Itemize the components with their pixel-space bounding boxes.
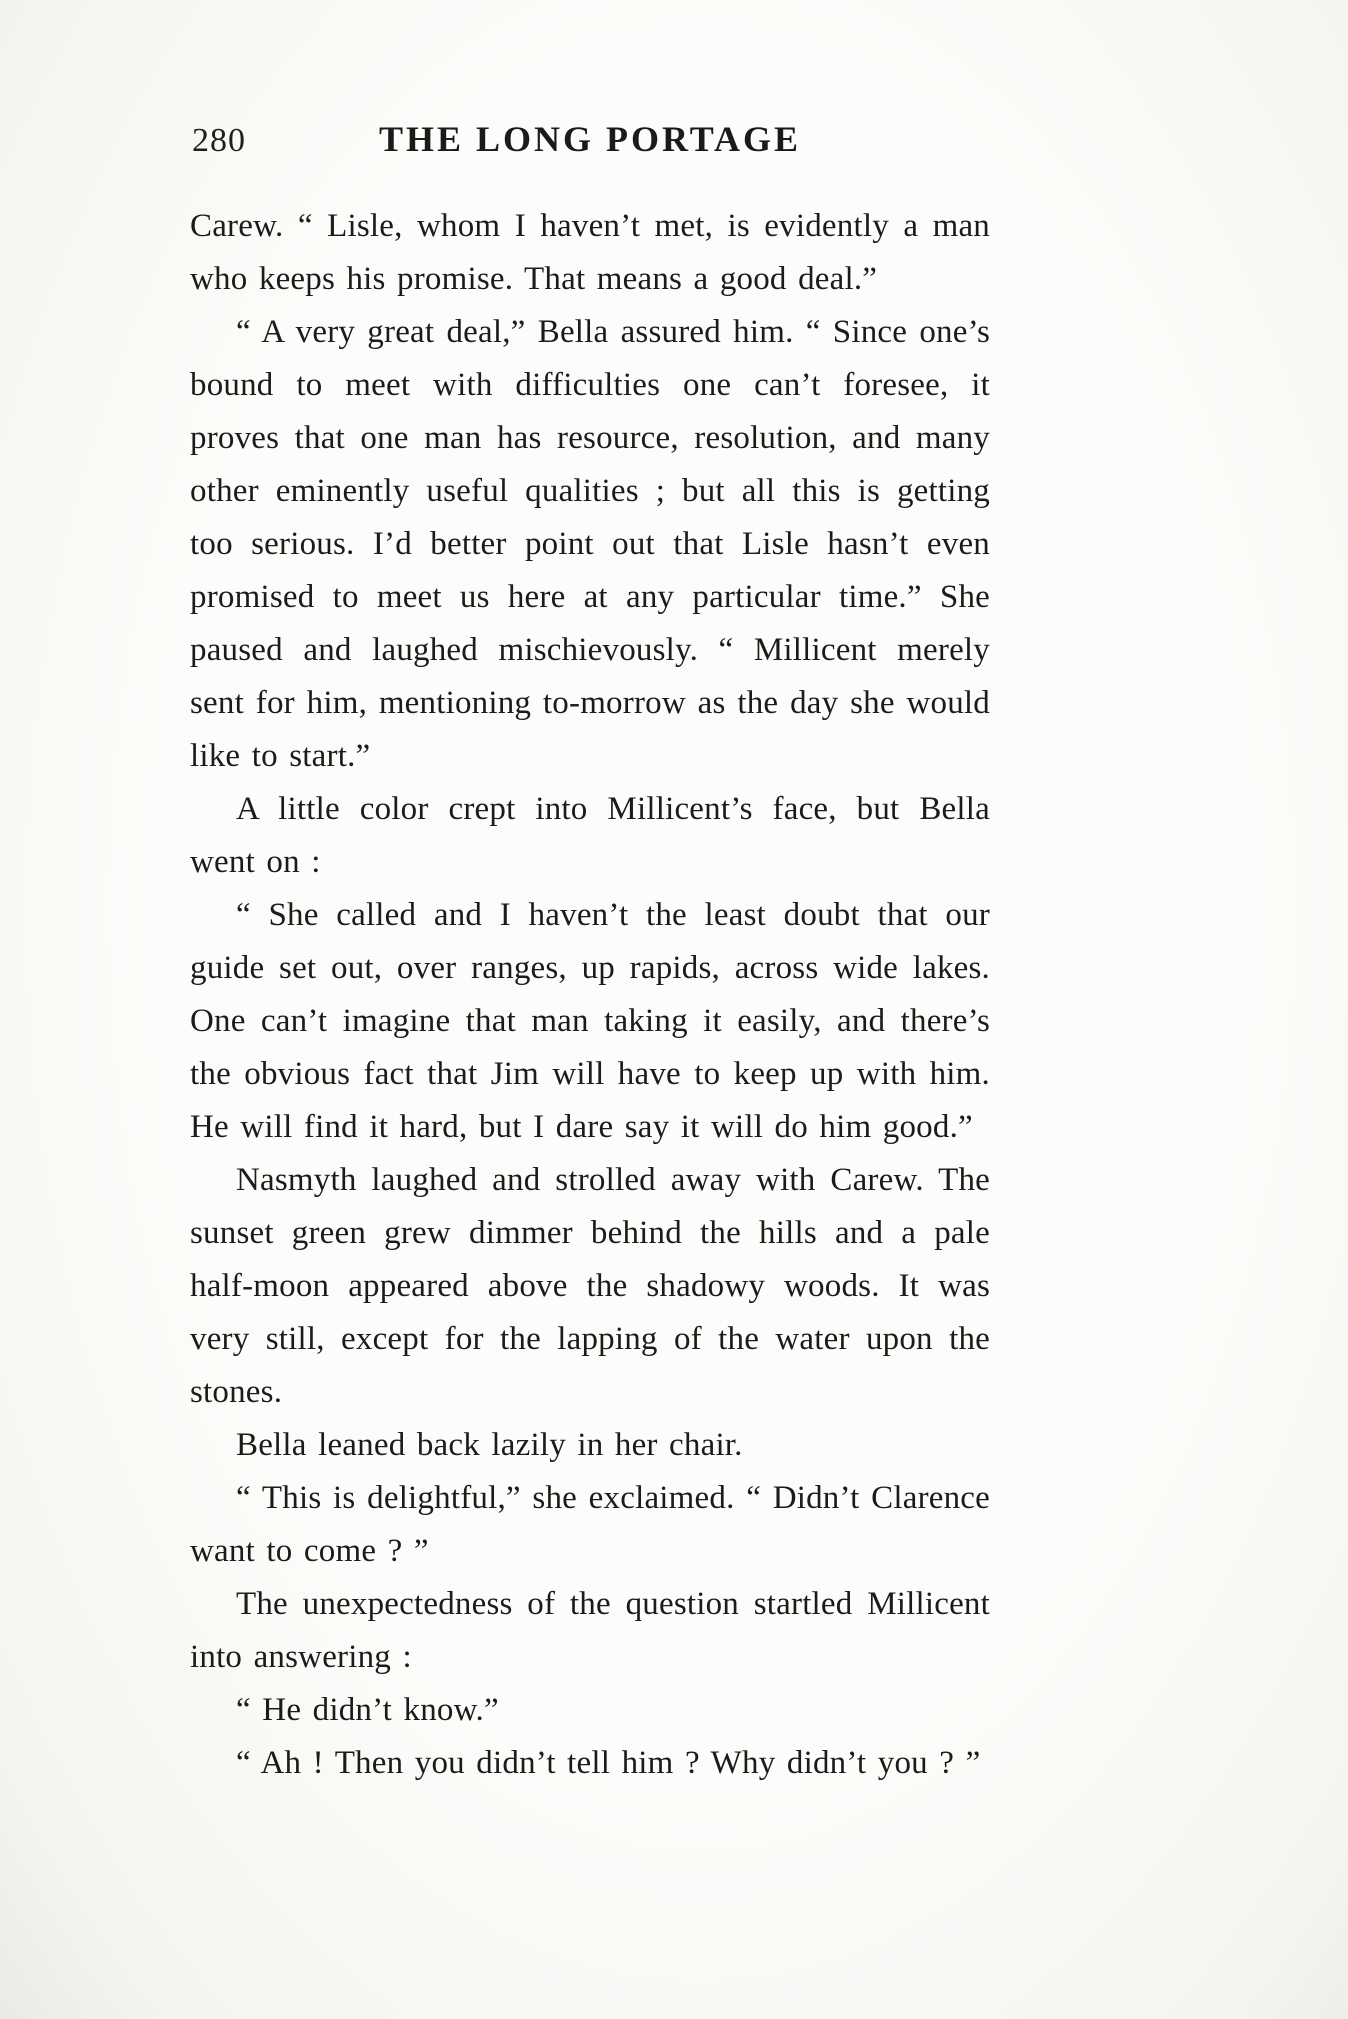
running-title: THE LONG PORTAGE <box>378 119 802 159</box>
paragraph: “ This is delightful,” she exclaimed. “ Didn’t Clarence want to come ? ” <box>190 1480 990 1569</box>
paragraph: The unexpectedness of the question startled Millicent into answering : <box>190 1586 990 1675</box>
paragraph: “ She called and I haven’t the least doubt that our guide set out, over ranges, up rapids, across wide lakes. One can’t imagine that man taking it easily, and there’s the obvious fact that Jim will have to keep up with him. He will find it hard, but I dare say it will do him good.” <box>190 897 990 1145</box>
page-body <box>190 200 990 1790</box>
paragraph: “ He didn’t know.” <box>236 1692 499 1728</box>
page-number: 280 <box>192 122 246 159</box>
content-column <box>190 118 990 1790</box>
paragraph: A little color crept into Millicent’s face, but Bella went on : <box>190 791 990 880</box>
paragraph: Carew. “ Lisle, whom I haven’t met, is evidently a man who keeps his promise. That means a good deal.” <box>190 208 990 297</box>
paragraph: Bella leaned back lazily in her chair. <box>236 1427 743 1463</box>
paragraph: “ Ah ! Then you didn’t tell him ? Why didn’t you ? ” <box>236 1745 981 1781</box>
paragraph: “ A very great deal,” Bella assured him. “ Since one’s bound to meet with difficulties one can’t foresee, it proves that one man has resource, resolution, and many other eminently useful qualities ; but all this is getting too serious. I’d better point out that Lisle hasn’t even promised to meet us here at any particular time.” She paused and laughed mischievously. “ Millicent merely sent for him, mentioning to-morrow as the day she would like to start.” <box>190 314 990 774</box>
paragraph: Nasmyth laughed and strolled away with Carew. The sunset green grew dimmer behind the hills and a pale half-moon appeared above the shadowy woods. It was very still, except for the lapping of the water upon the stones. <box>190 1162 990 1410</box>
page-header <box>190 118 990 164</box>
